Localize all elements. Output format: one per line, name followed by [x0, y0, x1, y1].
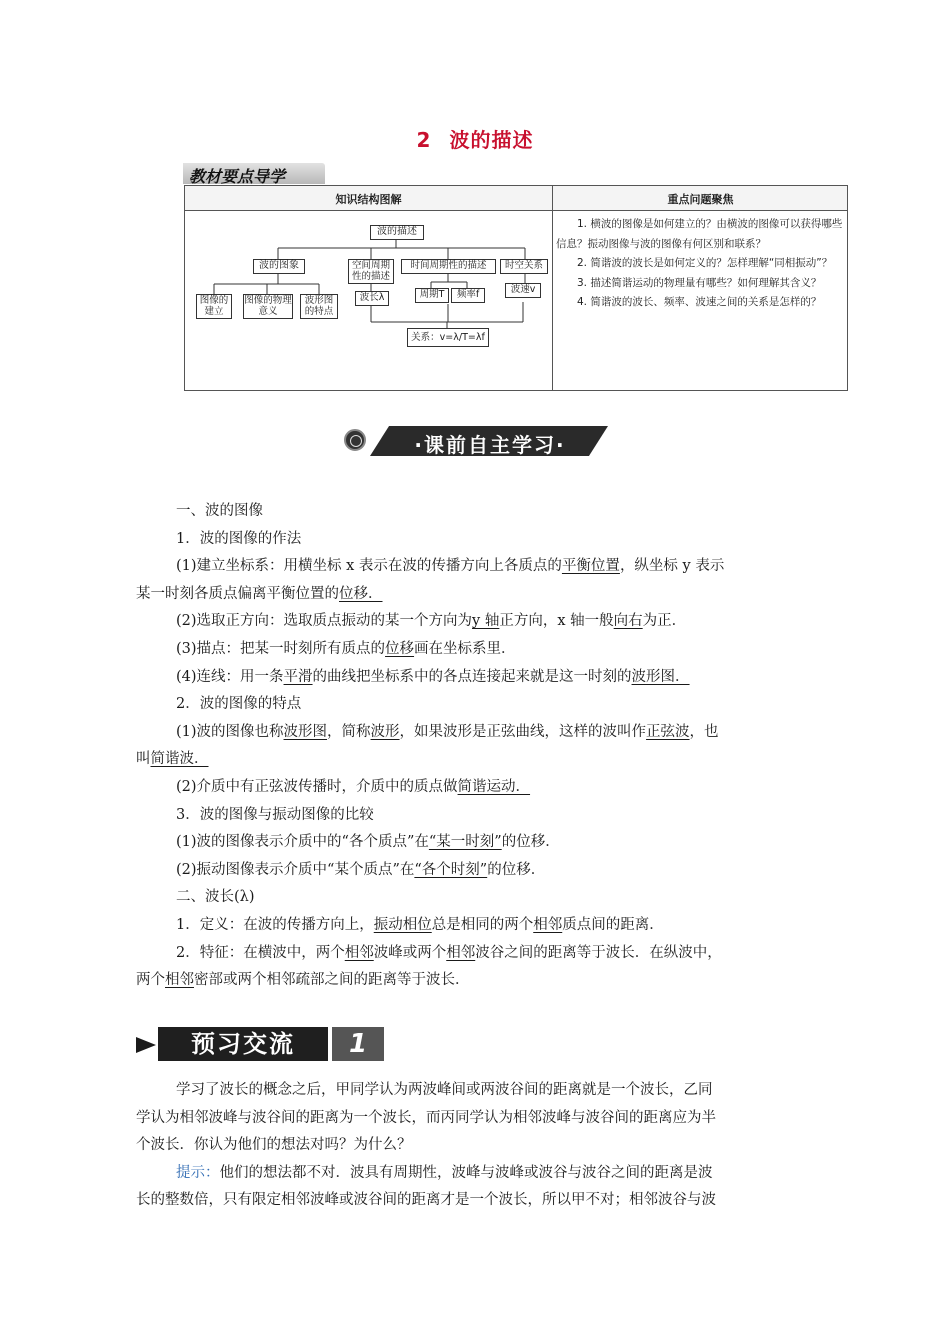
paragraph-line: 个波长．你认为他们的想法对吗？为什么？ [136, 1137, 412, 1154]
hint-label: 提示： [176, 1164, 220, 1181]
preview-exchange-header [136, 1027, 384, 1061]
paragraph-line: 2．特征：在横波中，两个相邻波峰或两个相邻波谷之间的距离等于波长．在纵波中， [176, 944, 722, 961]
header-key-questions: 重点问题聚焦 [667, 193, 734, 206]
node-period: 周期T [415, 288, 449, 303]
paragraph-line: (1)建立坐标系：用横坐标 x 表示在波的传播方向上各质点的平衡位置，纵坐标 y 表示 [176, 558, 725, 575]
question-item: 2. 简谐波的波长是如何定义的？怎样理解“同相振动”？ [577, 257, 833, 269]
header-knowledge-structure: 知识结构图解 [335, 193, 402, 206]
heading-wave-image: 一、波的图像 [176, 503, 263, 519]
knowledge-diagram [185, 212, 552, 390]
paragraph-line: 某一时刻各质点偏离平衡位置的位移． [136, 585, 383, 602]
exchange-number: 1 [332, 1027, 384, 1061]
paragraph-line: 1．定义：在波的传播方向上，振动相位总是相同的两个相邻质点间的距离． [176, 916, 664, 933]
title-text: 波的描述 [449, 128, 534, 152]
column-divider [552, 186, 553, 390]
exchange-label: 预习交流 [158, 1027, 328, 1061]
paragraph-line: (2)振动图像表示介质中“某个质点”在“各个时刻”的位移． [176, 861, 546, 878]
study-content [136, 498, 816, 995]
paragraph-line: (3)描点：把某一时刻所有质点的位移画在坐标系里． [176, 640, 516, 657]
node-image-meaning: 图像的物理意义 [244, 295, 292, 317]
node-wavelength: 波长λ [355, 291, 389, 306]
paragraph-line: 叫简谐波． [136, 751, 209, 768]
banner-label: ·课前自主学习· [414, 433, 566, 457]
hint-line: 长的整数倍，只有限定相邻波峰或波谷间的距离才是一个波长，所以甲不对；相邻波谷与波 [136, 1192, 716, 1209]
node-spacetime-relation: 时空关系 [500, 259, 548, 274]
globe-icon [344, 429, 366, 451]
paragraph-line: (1)波的图像也称波形图，简称波形，如果波形是正弦曲线，这样的波叫作正弦波，也 [176, 723, 719, 740]
node-time-periodicity: 时间周期性的描述 [401, 259, 496, 274]
node-space-periodicity: 空间周期性的描述 [348, 259, 394, 284]
paragraph-line: 学认为相邻波峰与波谷间的距离为一个波长，而丙同学认为相邻波峰与波谷间的距离应为半 [136, 1109, 716, 1126]
hint-line: 提示：他们的想法都不对．波具有周期性，波峰与波峰或波谷与波谷之间的距离是波 [176, 1164, 713, 1181]
node-image-build: 图像的建立 [196, 294, 232, 319]
node-wave-description: 波的描述 [370, 225, 424, 240]
question-item: 4. 简谐波的波长、频率、波速之间的关系是怎样的？ [577, 296, 822, 308]
node-wave-image: 波的图象 [253, 259, 305, 274]
node-relation-formula: 关系：v=λ/T=λf [407, 328, 489, 347]
question-item: 1. 横波的图像是如何建立的？由横波的图像可以获得哪些信息？振动图像与波的图像有何区别和联系？ [556, 218, 843, 250]
guide-tab [183, 163, 325, 184]
arrow-right-icon [136, 1037, 156, 1053]
subheading-comparison: 3．波的图像与振动图像的比较 [176, 806, 374, 823]
paragraph-line: (1)波的图像表示介质中的“各个质点”在“某一时刻”的位移． [176, 834, 560, 851]
key-questions-list [556, 215, 846, 313]
paragraph-line: (2)选取正方向：选取质点振动的某一个方向为y 轴正方向，x 轴一般向右为正． [176, 613, 687, 630]
node-waveform-features: 波形图的特点 [300, 294, 338, 319]
paragraph-line: (4)连线：用一条平滑的曲线把坐标系中的各点连接起来就是这一时刻的波形图． [176, 668, 690, 685]
guide-tab-label: 教材要点导学 [189, 167, 286, 186]
discussion-content [136, 1077, 816, 1215]
paragraph-line: (2)介质中有正弦波传播时，介质中的质点做简谐运动． [176, 778, 531, 795]
subheading-features: 2．波的图像的特点 [176, 696, 302, 713]
guide-table [184, 185, 848, 391]
page-title [0, 124, 950, 153]
section-number: 2 [416, 128, 432, 152]
heading-wavelength: 二、波长(λ) [176, 889, 255, 906]
paragraph-line: 两个相邻密部或两个相邻疏部之间的距离等于波长． [136, 972, 470, 989]
question-item: 3. 描述简谐运动的物理量有哪些？如何理解其含义？ [577, 276, 822, 289]
section-banner [342, 426, 608, 456]
guide-table-header [185, 186, 847, 211]
node-wave-speed: 波速v [505, 283, 541, 298]
paragraph-line: 学习了波长的概念之后，甲同学认为两波峰间或两波谷间的距离就是一个波长，乙同 [176, 1082, 713, 1098]
node-frequency: 频率f [451, 288, 485, 303]
subheading-method: 1．波的图像的作法 [176, 530, 302, 547]
